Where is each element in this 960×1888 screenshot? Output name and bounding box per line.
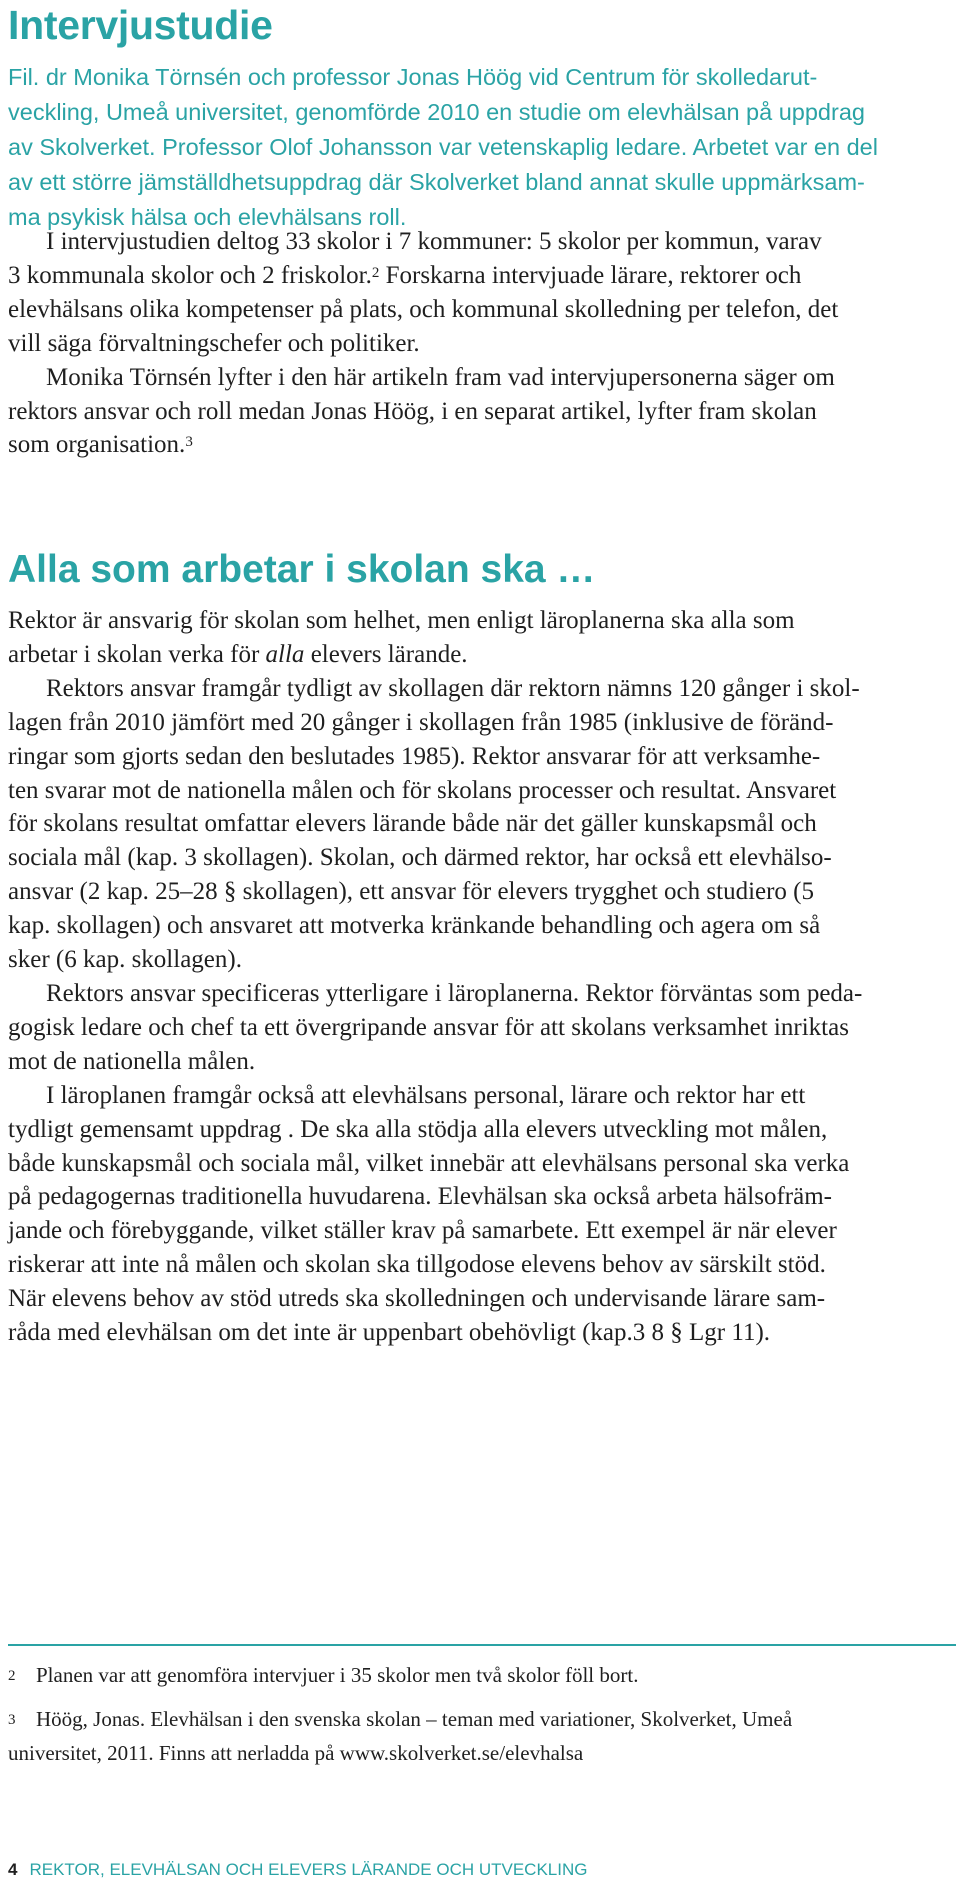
text-line: gogisk ledare och chef ta ett övergripande ansvar för att skolans verksamhet inriktas [8,1013,849,1041]
intro-line: veckling, Umeå universitet, genomförde 2010 en studie om elevhälsan på uppdrag [8,99,865,125]
intro-line: av ett större jämställdhetsuppdrag där Skolverket bland annat skulle uppmärksam- [8,169,865,195]
text-line: vill säga förvaltningschefer och politiker. [8,329,420,357]
text-line: Rektors ansvar specificeras ytterligare i läroplanerna. Rektor förväntas som peda- [46,979,863,1007]
text-line: sker (6 kap. skollagen). [8,946,242,974]
text-line: När elevens behov av stöd utreds ska skolledningen och undervisande lärare sam- [8,1285,826,1313]
text-line [8,638,952,672]
text-line: I läroplanen framgår också att elevhälsans personal, lärare och rektor har ett [46,1081,806,1109]
footnote-text: universitet, 2011. Finns att nerladda på www.skolverket.se/elevhalsa [8,1741,584,1765]
running-title: REKTOR, ELEVHÄLSAN OCH ELEVERS LÄRANDE OCH UTVECKLING [29,1860,588,1879]
text-line [8,428,952,462]
text-line: Rektor är ansvarig för skolan som helhet, men enligt läroplanerna ska alla som [8,607,795,634]
footnote-ref-3[interactable]: 3 [185,434,193,451]
section-heading: Alla som arbetar i skolan ska … [8,548,596,591]
text-line: mot de nationella målen. [8,1047,256,1075]
text-line: Monika Törnsén lyfter i den här artikeln fram vad intervjupersonerna säger om [46,363,835,391]
laroplan-paragraph [8,1079,952,1350]
text-line: Rektors ansvar framgår tydligt av skollagen där rektorn nämns 120 gånger i skol- [46,674,860,702]
text-line: både kunskapsmål och sociala mål, vilket innebär att elevhälsans personal ska verka [8,1149,850,1177]
footnote-number: 3 [8,1712,16,1728]
ansvar-paragraph [8,672,952,977]
text-line: råda med elevhälsan om det inte är uppenbart obehövligt (kap.3 8 § Lgr 11). [8,1319,771,1347]
text-line: rektors ansvar och roll medan Jonas Höög, i en separat artikel, lyfter fram skolan [8,397,817,425]
emphasis: alla [265,640,305,668]
text-line: jande och förebyggande, vilket ställer krav på samarbete. Ett exempel är när elever [8,1217,837,1245]
footnote-divider [8,1644,956,1646]
rektor-paragraph [8,604,952,672]
text-line: tydligt gemensamt uppdrag . De ska alla stödja alla elevers utveckling mot målen, [8,1115,828,1143]
text-fragment: elevers lärande. [304,640,468,668]
specification-paragraph [8,977,952,1079]
page-number: 4 [8,1860,18,1879]
text-fragment: som organisation. [8,431,186,459]
text-line [8,259,952,293]
footnote-number: 2 [8,1668,16,1684]
study-paragraph [8,225,952,361]
page-footer [8,1860,587,1880]
monika-paragraph [8,361,952,463]
intro-line: Fil. dr Monika Törnsén och professor Jonas Höög vid Centrum för skolledarut- [8,64,818,90]
footnote-3 [8,1702,792,1770]
text-line: för skolans resultat omfattar elevers lärande både när det gäller kunskapsmål och [8,810,817,838]
footnote-text: Planen var att genomföra intervjuer i 35 skolor men två skolor föll bort. [36,1663,639,1687]
text-line: elevhälsans olika kompetenser på plats, och kommunal skolledning per telefon, det [8,295,839,323]
text-line: sociala mål (kap. 3 skollagen). Skolan, och därmed rektor, har också ett elevhälso- [8,844,832,872]
text-line: riskerar att inte nå målen och skolan ska tillgodose elevens behov av särskilt stöd. [8,1251,826,1279]
footnote-text: Höög, Jonas. Elevhälsan i den svenska skolan – teman med variationer, Skolverket, Umeå [36,1707,793,1731]
text-line: lagen från 2010 jämfört med 20 gånger i skollagen från 1985 (inklusive de föränd- [8,708,834,736]
text-fragment: arbetar i skolan verka för [8,640,266,668]
text-line: ten svarar mot de nationella målen och för skolans processer och resultat. Ansvaret [8,776,837,804]
text-fragment: Forskarna intervjuade lärare, rektorer och [379,261,802,289]
intro-line: av Skolverket. Professor Olof Johansson var vetenskaplig ledare. Arbetet var en del [8,134,878,160]
text-line: I intervjustudien deltog 33 skolor i 7 kommuner: 5 skolor per kommun, varav [46,228,822,255]
footnote-ref-2[interactable]: 2 [371,264,380,281]
study-section [8,225,952,462]
text-fragment: 3 kommunala skolor och 2 friskolor. [8,261,372,289]
text-line: ringar som gjorts sedan den beslutades 1985). Rektor ansvarar för att verksamhe- [8,742,821,770]
text-line: ansvar (2 kap. 25–28 § skollagen), ett ansvar för elevers trygghet och studiero (5 [8,878,815,906]
footnote-2 [8,1658,638,1692]
intro-line: ma psykisk hälsa och elevhälsans roll. [8,204,407,230]
rektor-section [8,604,952,1350]
text-line: kap. skollagen) och ansvaret att motverka kränkande behandling och agera om så [8,912,821,940]
page-title: Intervjustudie [8,2,273,48]
text-line: på pedagogernas traditionella huvudarena. Elevhälsan ska också arbeta hälsofräm- [8,1183,832,1211]
intro-paragraph [8,60,952,235]
